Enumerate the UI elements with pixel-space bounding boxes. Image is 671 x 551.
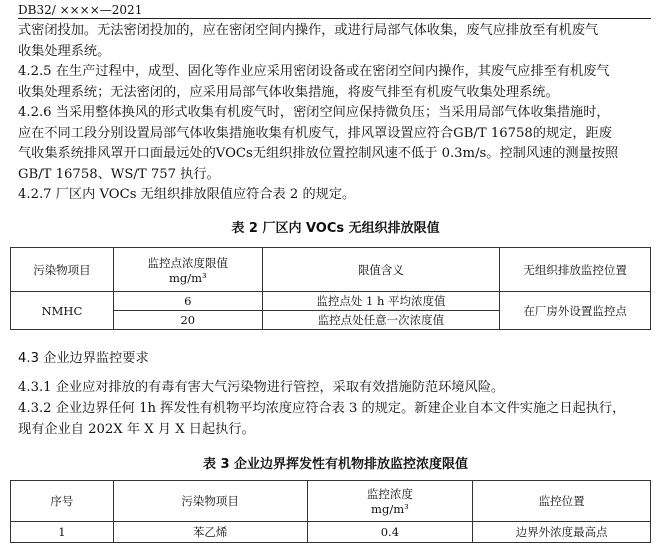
- table-2-title: 表 2 厂区内 VOCs 无组织排放限值: [231, 221, 440, 236]
- table-header-meaning: 限值含义: [262, 248, 500, 292]
- clause-4-2-6: 4.2.6 当采用整体换风的形式收集有机废气时，密闭空间应保持微负压；当采用局部气体收集措施时，: [18, 105, 610, 120]
- body-text: [18, 21, 658, 206]
- section-4-3-heading: 4.3 企业边界监控要求: [18, 351, 149, 366]
- header-rule: [18, 18, 651, 19]
- section-4-3-body: [18, 377, 658, 440]
- paragraph-line: 式密闭投加。无法密闭投加的，应在密闭空间内操作，或进行局部气体收集，废气应排放至有机废气: [18, 23, 599, 38]
- paragraph-line: 气收集系统排风罩开口面最远处的VOCs无组织排放位置控制风速不低于 0.3m/s。控制风速的测量按照: [18, 146, 619, 161]
- table-header-pollutant: 污染物项目: [113, 481, 307, 522]
- table-cell-pollutant: 苯乙烯: [113, 522, 307, 543]
- paragraph-line: GB/T 16758、WS/T 757 执行。: [18, 166, 220, 182]
- paragraph-line: 收集处理系统。: [18, 43, 111, 59]
- table-cell-value: 6: [113, 292, 262, 311]
- clause-4-3-2: 4.3.2 企业边界任何 1h 挥发性有机物平均浓度应符合表 3 的规定。新建企业自本文件实施之日起执行，: [18, 401, 626, 416]
- table-header-location: 监控位置: [473, 481, 651, 522]
- table-cell-meaning: 监控点处 1 h 平均浓度值: [262, 292, 500, 311]
- paragraph-line: 现有企业自 202X 年 X 月 X 日起执行。: [18, 422, 255, 437]
- clause-4-2-7: 4.2.7 厂区内 VOCs 无组织排放限值应符合表 2 的规定。: [18, 187, 356, 202]
- table-header-pollutant: 污染物项目: [11, 248, 114, 292]
- table-header-concentration: 监控浓度 mg/m³: [307, 481, 473, 522]
- paragraph-line: 收集处理系统；无法密闭的，应采用局部气体收集措施，将废气排至有机废气收集处理系统。: [18, 84, 559, 100]
- table-3-title: 表 3 企业边界挥发性有机物排放监控浓度限值: [202, 457, 469, 472]
- table-header-location: 无组织排放监控位置: [500, 248, 651, 292]
- clause-4-3-1: 4.3.1 企业应对排放的有毒有害大气污染物进行管控，采取有效措施防范环境风险。: [18, 380, 505, 395]
- table-cell-location: 在厂房外设置监控点: [500, 292, 651, 330]
- table-cell-no: 1: [11, 522, 114, 543]
- table-cell-meaning: 监控点处任意一次浓度值: [262, 311, 500, 330]
- table-cell-location: 边界外浓度最高点: [473, 522, 651, 543]
- table-2: [10, 247, 651, 330]
- table-3: [10, 480, 651, 543]
- table-header-no: 序号: [11, 481, 114, 522]
- table-cell-pollutant: NMHC: [11, 292, 114, 330]
- standard-code-header: DB32/ ××××—2021: [18, 3, 143, 17]
- table-header-limit: 监控点浓度限值 mg/m³: [113, 248, 262, 292]
- table-cell-value: 20: [113, 311, 262, 330]
- paragraph-line: 应在不同工段分别设置局部气体收集措施收集有机废气，排风罩设置应符合GB/T 16758的规定，距废: [18, 125, 612, 141]
- table-cell-value: 0.4: [307, 522, 473, 543]
- clause-4-2-5: 4.2.5 在生产过程中，成型、固化等作业应采用密闭设备或在密闭空间内操作，其废气应排至有机废气: [18, 64, 610, 79]
